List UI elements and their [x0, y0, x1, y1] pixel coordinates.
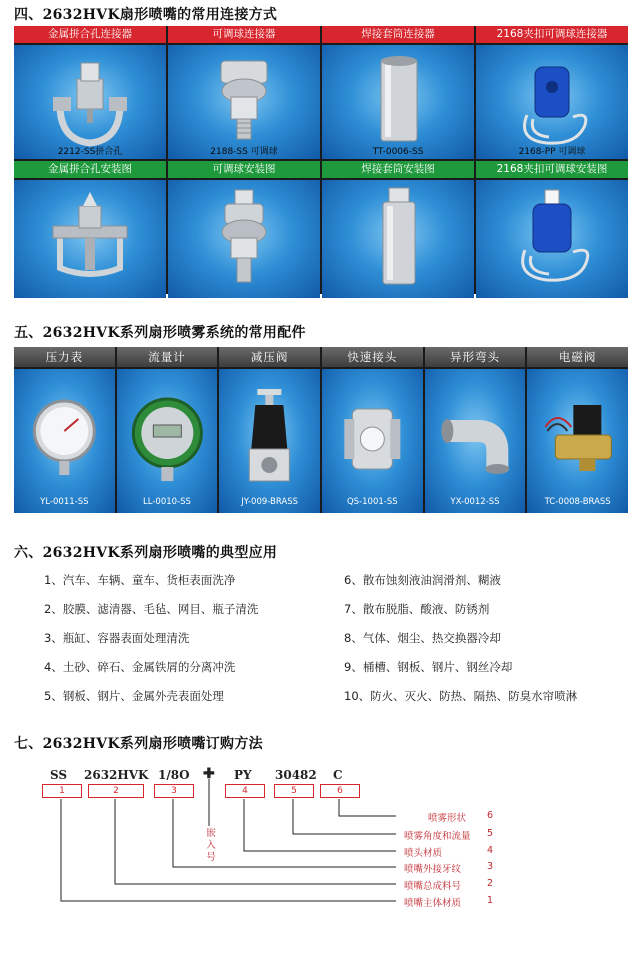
legend-label-3: 喷嘴外接牙纹	[404, 864, 462, 875]
pressure-gauge-photo	[14, 369, 115, 513]
clip-ball-install-icon	[476, 180, 628, 298]
application-item: 7、散布脱脂、酸液、防锈剂	[344, 602, 490, 616]
legend-number-5: 5	[487, 828, 494, 839]
accessory-caption-5: YX-0012-SS	[450, 497, 500, 507]
application-item: 8、气体、烟尘、热交换器冷却	[344, 631, 501, 645]
section5-title: 五、2632HVK系列扇形喷雾系统的常用配件	[14, 325, 306, 341]
weld-socket-install-icon	[322, 180, 474, 298]
legend-label-4: 喷头材质	[404, 848, 443, 859]
order-code-insert-plus: ✚	[203, 766, 215, 782]
install-header-2: 可调球安装图	[168, 161, 320, 178]
accessory-header-2: 流量计	[117, 347, 218, 367]
ball-joint-install-icon	[168, 180, 320, 298]
solenoid-valve-photo	[527, 369, 628, 513]
clip-ball-install-photo	[476, 180, 628, 298]
legend-number-6: 6	[487, 810, 494, 821]
legend-label-2: 喷嘴总成料号	[404, 881, 462, 892]
application-item: 2、胶膜、滤清器、毛毡、网目、瓶子清洗	[44, 602, 259, 616]
order-box-1: 1	[42, 784, 82, 798]
application-item: 10、防火、灭火、防热、隔热、防臭水帘喷淋	[344, 689, 578, 703]
connector-header-1: 金属拼合孔连接器	[14, 26, 166, 43]
elbow-fitting-photo	[425, 369, 526, 513]
application-item: 6、散布蚀刻液油润滑剂、糊液	[344, 573, 501, 587]
ball-joint-install-photo	[168, 180, 320, 298]
weld-socket-connector-photo	[322, 45, 474, 159]
section4-title: 四、2632HVK扇形喷嘴的常用连接方式	[14, 7, 278, 23]
order-code-thread: 1/8O	[158, 768, 190, 782]
application-item: 9、桶槽、钢板、钢片、钢丝冷却	[344, 660, 513, 674]
order-box-6: 6	[320, 784, 360, 798]
insert-number-label: 嵌入号	[206, 828, 216, 863]
connector-caption-2: 2188-SS 可调球	[210, 147, 278, 157]
section7-title: 七、2632HVK系列扇形喷嘴订购方法	[14, 736, 263, 752]
accessory-caption-2: LL-0010-SS	[143, 497, 191, 507]
solenoid-valve-icon	[527, 369, 628, 513]
clip-ball-connector-photo	[476, 45, 628, 159]
accessory-caption-1: YL-0011-SS	[40, 497, 89, 507]
order-box-2: 2	[88, 784, 144, 798]
connector-header-3: 焊接套筒连接器	[322, 26, 474, 43]
legend-label-6: 喷雾形状	[428, 813, 467, 824]
accessory-header-4: 快速接头	[322, 347, 423, 367]
legend-label-1: 喷嘴主体材质	[404, 898, 462, 909]
accessory-header-3: 减压阀	[219, 347, 320, 367]
accessory-caption-6: TC-0008-BRASS	[544, 497, 611, 507]
install-header-1: 金属拼合孔安装图	[14, 161, 166, 178]
install-header-4: 2168夹扣可调球安装图	[476, 161, 628, 178]
order-code-assembly: 2632HVK	[84, 768, 149, 782]
accessory-caption-4: QS-1001-SS	[346, 497, 398, 507]
accessory-header-1: 压力表	[14, 347, 115, 367]
order-box-5: 5	[274, 784, 314, 798]
connector-caption-4: 2168-PP 可调球	[518, 147, 586, 157]
accessory-header-6: 电磁阀	[527, 347, 628, 367]
quick-coupling-photo	[322, 369, 423, 513]
legend-number-4: 4	[487, 845, 494, 856]
pressure-gauge-icon	[14, 369, 115, 513]
split-eyelet-connector-photo	[14, 45, 166, 159]
weld-socket-icon	[322, 45, 474, 159]
order-code-angle-flow: 30482	[275, 768, 317, 782]
flow-meter-icon	[117, 369, 218, 513]
accessories-grid	[14, 347, 628, 513]
pressure-reducer-icon	[219, 369, 320, 513]
split-eyelet-install-photo	[14, 180, 166, 298]
connector-header-4: 2168夹扣可调球连接器	[476, 26, 628, 43]
legend-number-3: 3	[487, 861, 494, 872]
weld-socket-install-photo	[322, 180, 474, 298]
order-box-4: 4	[225, 784, 265, 798]
application-item: 5、钢板、钢片、金属外壳表面处理	[44, 689, 224, 703]
section6-title: 六、2632HVK系列扇形喷嘴的典型应用	[14, 545, 278, 561]
order-code-spray-shape: C	[333, 768, 343, 782]
application-item: 4、土砂、碎石、金属铁屑的分离冲洗	[44, 660, 236, 674]
application-item: 1、汽车、车辆、童车、货柜表面洗净	[44, 573, 236, 587]
legend-number-1: 1	[487, 895, 494, 906]
legend-number-2: 2	[487, 878, 494, 889]
ball-joint-connector-photo	[168, 45, 320, 159]
pressure-reducer-photo	[219, 369, 320, 513]
application-item: 3、瓶缸、容器表面处理清洗	[44, 631, 190, 645]
ball-joint-icon	[168, 45, 320, 159]
connector-header-2: 可调球连接器	[168, 26, 320, 43]
clip-ball-icon	[476, 45, 628, 159]
install-header-3: 焊接套筒安装图	[322, 161, 474, 178]
elbow-fitting-icon	[425, 369, 526, 513]
connection-methods-grid	[14, 26, 628, 294]
accessory-header-5: 异形弯头	[425, 347, 526, 367]
split-eyelet-clamp-icon	[14, 45, 166, 159]
order-code-tip-material: PY	[234, 768, 252, 782]
order-code-material: SS	[50, 768, 68, 782]
legend-label-5: 喷雾角度和流量	[404, 831, 471, 842]
connector-caption-1: 2212-SS拼合孔	[57, 147, 123, 157]
order-box-3: 3	[154, 784, 194, 798]
split-eyelet-install-icon	[14, 180, 166, 298]
flow-meter-photo	[117, 369, 218, 513]
connector-caption-3: TT-0006-SS	[372, 147, 424, 157]
quick-coupling-icon	[322, 369, 423, 513]
accessory-caption-3: JY-009-BRASS	[241, 497, 299, 507]
